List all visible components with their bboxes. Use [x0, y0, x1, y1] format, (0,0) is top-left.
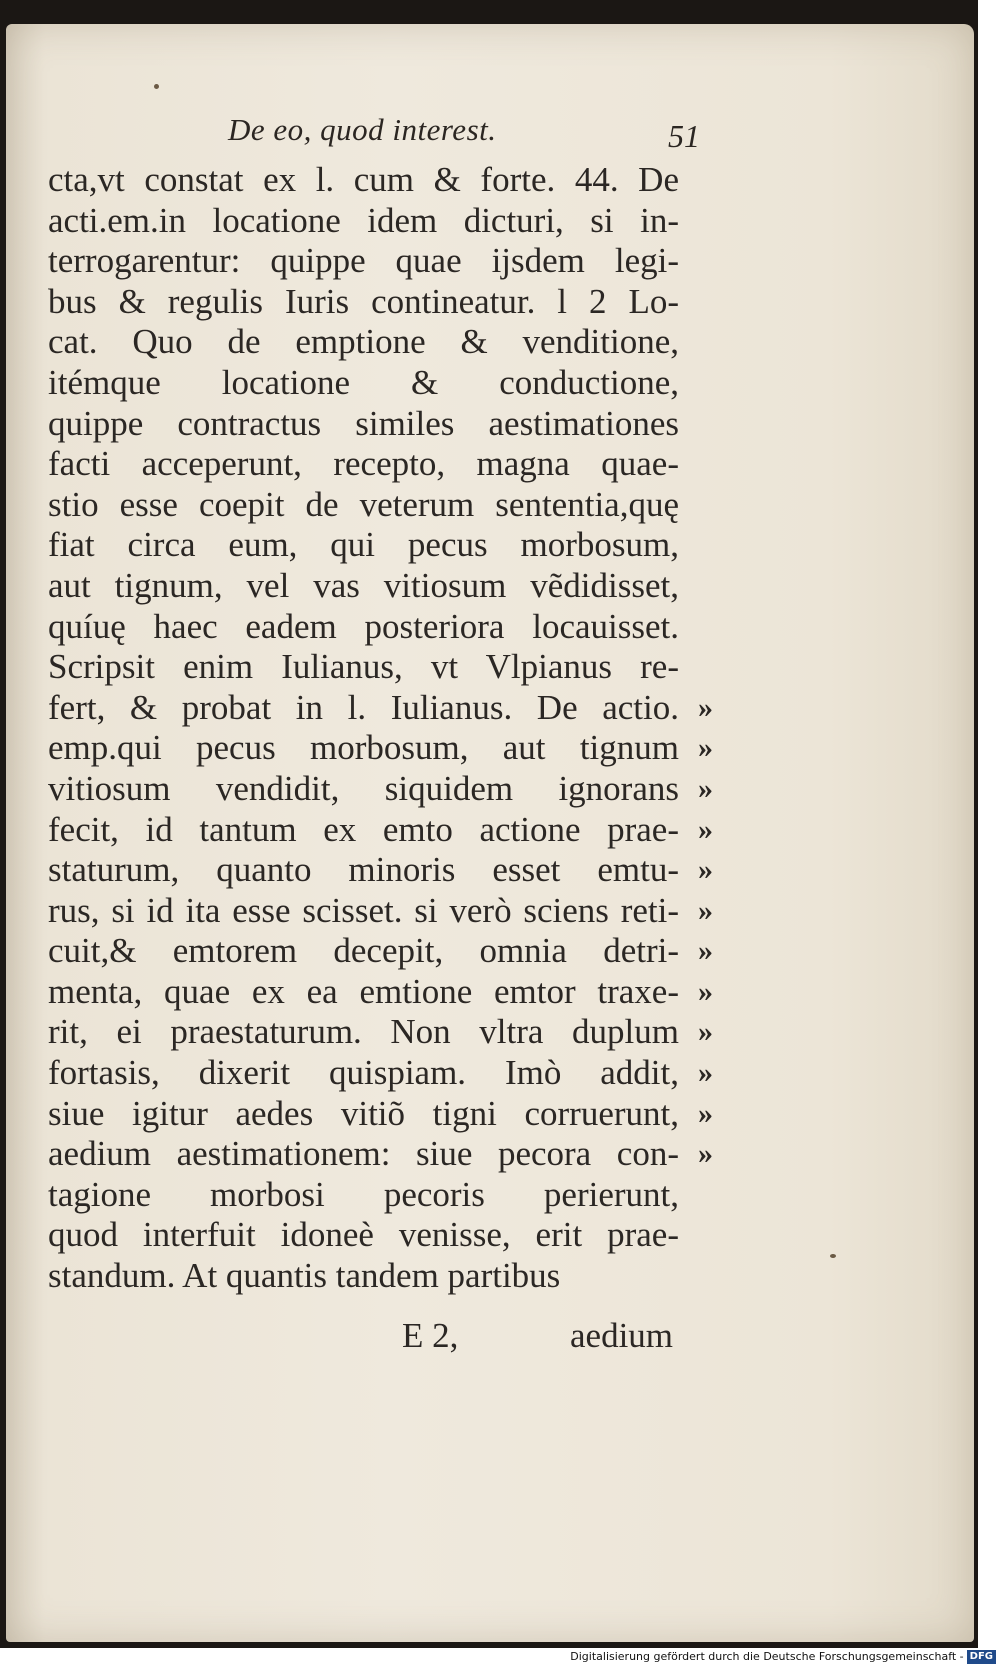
digitization-credit: [570, 1648, 996, 1666]
quotation-mark: [679, 322, 713, 363]
line-text: fecit, id tantum ex emto actione prae-: [48, 809, 679, 849]
quotation-mark: [679, 404, 713, 445]
line-text: fert, & probat in l. Iulianus. De actio.: [48, 687, 679, 727]
text-line: [48, 444, 713, 485]
quotation-mark: [679, 1215, 713, 1256]
text-line: [48, 972, 713, 1013]
line-text: rus, si id ita esse scisset. si verò sciens reti-: [48, 890, 679, 930]
quotation-mark: [679, 282, 713, 323]
quotation-mark: »: [698, 893, 713, 927]
text-line: [48, 241, 713, 282]
line-text: cta,vt constat ex l. cum & forte. 44. De: [48, 160, 679, 199]
credit-text: Digitalisierung gefördert durch die Deutsche Forschungsgemeinschaft -: [570, 1650, 964, 1663]
quotation-mark: [679, 566, 713, 607]
text-line: [48, 322, 713, 363]
quotation-mark: »: [698, 812, 713, 846]
line-text: quíuę haec eadem posteriora locauisset.: [48, 606, 679, 646]
text-line: [48, 485, 713, 526]
line-text: itémque locatione & conductione,: [48, 362, 679, 402]
line-text: facti acceperunt, recepto, magna quae-: [48, 444, 679, 484]
line-text: cat. Quo de emptione & venditione,: [48, 322, 679, 362]
text-line: [48, 282, 713, 323]
line-text: standum. At quantis tandem partibus: [48, 1256, 561, 1296]
text-line: [48, 1256, 713, 1297]
quotation-mark: [679, 160, 713, 201]
line-text: menta, quae ex ea emtione emtor traxe-: [48, 971, 679, 1011]
quotation-mark: [679, 647, 713, 688]
text-line: [48, 1012, 713, 1053]
line-text: aedium aestimationem: siue pecora con-: [48, 1134, 679, 1174]
quotation-mark: [679, 525, 713, 566]
paper-speck: [154, 84, 159, 89]
line-text: fiat circa eum, qui pecus morbosum,: [48, 525, 679, 565]
line-text: Scripsit enim Iulianus, vt Vlpianus re-: [48, 647, 679, 687]
quotation-mark: »: [698, 974, 713, 1008]
text-line: [48, 363, 713, 404]
quotation-mark: »: [698, 731, 713, 765]
quotation-mark: »: [698, 1137, 713, 1171]
line-text: acti.em.in locatione idem dicturi, si in-: [48, 200, 679, 240]
line-text: quippe contractus similes aestimationes: [48, 403, 679, 443]
line-text: fortasis, dixerit quispiam. Imò addit,: [48, 1053, 679, 1093]
text-line: [48, 1094, 713, 1135]
line-text: stio esse coepit de veterum sententia,quę: [48, 484, 679, 524]
text-line: [48, 891, 713, 932]
quotation-mark: [679, 444, 713, 485]
quotation-mark: »: [698, 690, 713, 724]
line-text: quod interfuit idoneè venisse, erit prae-: [48, 1215, 679, 1255]
text-line: [48, 1134, 713, 1175]
quotation-mark: »: [698, 934, 713, 968]
quotation-mark: [679, 1256, 713, 1297]
quotation-mark: »: [698, 1056, 713, 1090]
text-line: [48, 566, 713, 607]
text-line: [48, 647, 713, 688]
text-line: [48, 810, 713, 851]
quotation-mark: [679, 1175, 713, 1216]
paper-speck: [830, 1254, 836, 1258]
quotation-mark: »: [698, 771, 713, 805]
quotation-mark: [679, 363, 713, 404]
quotation-mark: »: [698, 1015, 713, 1049]
text-line: [48, 1215, 713, 1256]
dfg-logo: DFG: [967, 1650, 996, 1664]
text-line: [48, 160, 713, 201]
text-line: [48, 769, 713, 810]
text-line: [48, 1053, 713, 1094]
line-text: terrogarentur: quippe quae ijsdem legi-: [48, 241, 679, 281]
line-text: bus & regulis Iuris contineatur. l 2 Lo-: [48, 281, 679, 321]
line-text: staturum, quanto minoris esset emtu-: [48, 850, 679, 890]
line-text: aut tignum, vel vas vitiosum vẽdidisset,: [48, 565, 679, 605]
text-line: [48, 728, 713, 769]
signature-mark: E 2,: [402, 1316, 459, 1355]
page-number: 51: [668, 118, 700, 154]
text-line: [48, 850, 713, 891]
line-text: emp.qui pecus morbosum, aut tignum: [48, 728, 679, 768]
text-line: [48, 931, 713, 972]
catchword: aedium: [570, 1316, 674, 1355]
quotation-mark: [679, 241, 713, 282]
text-line: [48, 201, 713, 242]
text-line: [48, 525, 713, 566]
line-text: tagione morbosi pecoris perierunt,: [48, 1174, 679, 1214]
line-text: rit, ei praestaturum. Non vltra duplum: [48, 1012, 679, 1052]
running-head: De eo, quod interest.: [228, 112, 497, 147]
quotation-mark: »: [698, 1096, 713, 1130]
quotation-mark: [679, 607, 713, 648]
line-text: siue igitur aedes vitiõ tigni corruerunt,: [48, 1093, 679, 1133]
text-line: [48, 1175, 713, 1216]
quotation-mark: »: [698, 853, 713, 887]
body-text: [48, 160, 713, 1297]
text-line: [48, 404, 713, 445]
quotation-mark: [679, 201, 713, 242]
line-text: cuit,& emtorem decepit, omnia detri-: [48, 931, 679, 971]
text-line: [48, 607, 713, 648]
quotation-mark: [679, 485, 713, 526]
text-line: [48, 688, 713, 729]
line-text: vitiosum vendidit, siquidem ignorans: [48, 768, 679, 808]
